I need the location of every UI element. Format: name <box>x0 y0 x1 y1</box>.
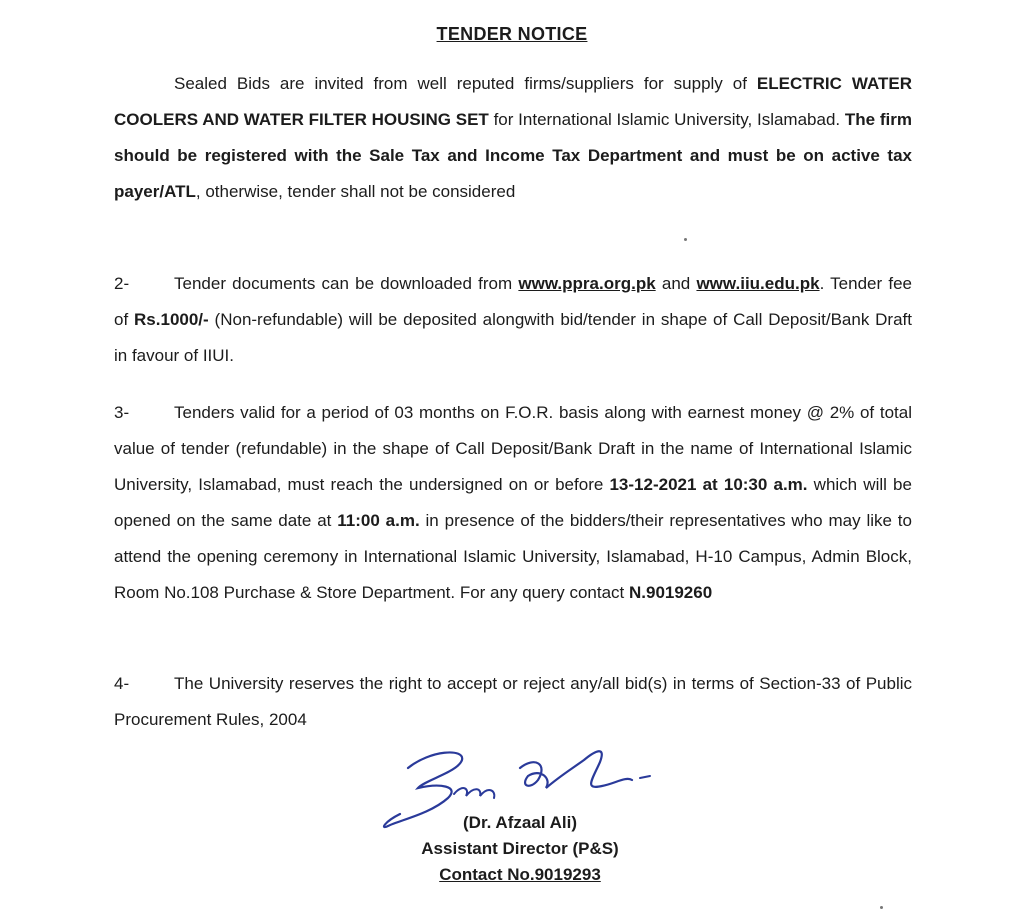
p2-text-2: and <box>655 274 697 293</box>
query-contact: N.9019260 <box>628 583 713 602</box>
signatory-designation: Assistant Director (P&S) <box>421 839 619 858</box>
p3-text-2: which will be opened on the same date at <box>114 475 912 530</box>
paragraph-3 <box>114 395 912 611</box>
paragraph-1 <box>114 66 912 210</box>
submission-deadline: 13-12-2021 at 10:30 a.m. <box>609 475 808 494</box>
p1-item-name: ELECTRIC WATER COOLERS AND WATER FILTER HOUSING SET <box>114 74 912 129</box>
scan-speck <box>684 238 687 241</box>
opening-time: 11:00 a.m. <box>337 511 420 530</box>
tender-fee: Rs.1000/- <box>134 310 209 329</box>
paragraph-2 <box>114 266 912 374</box>
paragraph-number: 2- <box>114 274 130 293</box>
notice-title: TENDER NOTICE <box>436 24 588 44</box>
paragraph-number: 3- <box>114 403 130 422</box>
ppra-link[interactable]: www.ppra.org.pk <box>518 274 656 293</box>
p2-text-1: Tender documents can be downloaded from <box>174 274 519 293</box>
p2-text-3: . Tender fee of <box>114 274 913 329</box>
p3-text-1: Tenders valid for a period of 03 months on F.O.R. basis along with earnest money @ 2% of total value of tender (refundable) in the shape of Call Deposit/Bank Draft in the name of International Islamic University, Islamabad, must reach the undersigned on or before <box>114 403 912 494</box>
signatory-block <box>380 810 660 888</box>
p1-registration-requirement: The firm should be registered with the Sale Tax and Income Tax Department and must be on active tax payer/ATL <box>114 110 913 201</box>
p4-text-1: The University reserves the right to accept or reject any/all bid(s) in terms of Section-33 of Public Procurement Rules, 2004 <box>114 674 912 729</box>
p2-text-4: (Non-refundable) will be deposited alongwith bid/tender in shape of Call Deposit/Bank Draft in favour of IIUI. <box>114 310 912 365</box>
signatory-contact: Contact No.9019293 <box>439 865 601 884</box>
p1-text-2: for International Islamic University, Islamabad. <box>488 110 845 129</box>
p1-text-1: Sealed Bids are invited from well reputed firms/suppliers for supply of <box>174 74 757 93</box>
paragraph-number: 4- <box>114 674 130 693</box>
scan-speck <box>880 906 883 909</box>
p1-text-3: , otherwise, tender shall not be considered <box>195 182 516 201</box>
signatory-name: (Dr. Afzaal Ali) <box>463 813 577 832</box>
p3-text-3: in presence of the bidders/their representatives who may like to attend the opening ceremony in International Islamic University, Islamabad, H-10 Campus, Admin Block, Room No.108 Purchase & Store Department. For any query contact <box>114 511 912 602</box>
iiu-link[interactable]: www.iiu.edu.pk <box>696 274 820 293</box>
